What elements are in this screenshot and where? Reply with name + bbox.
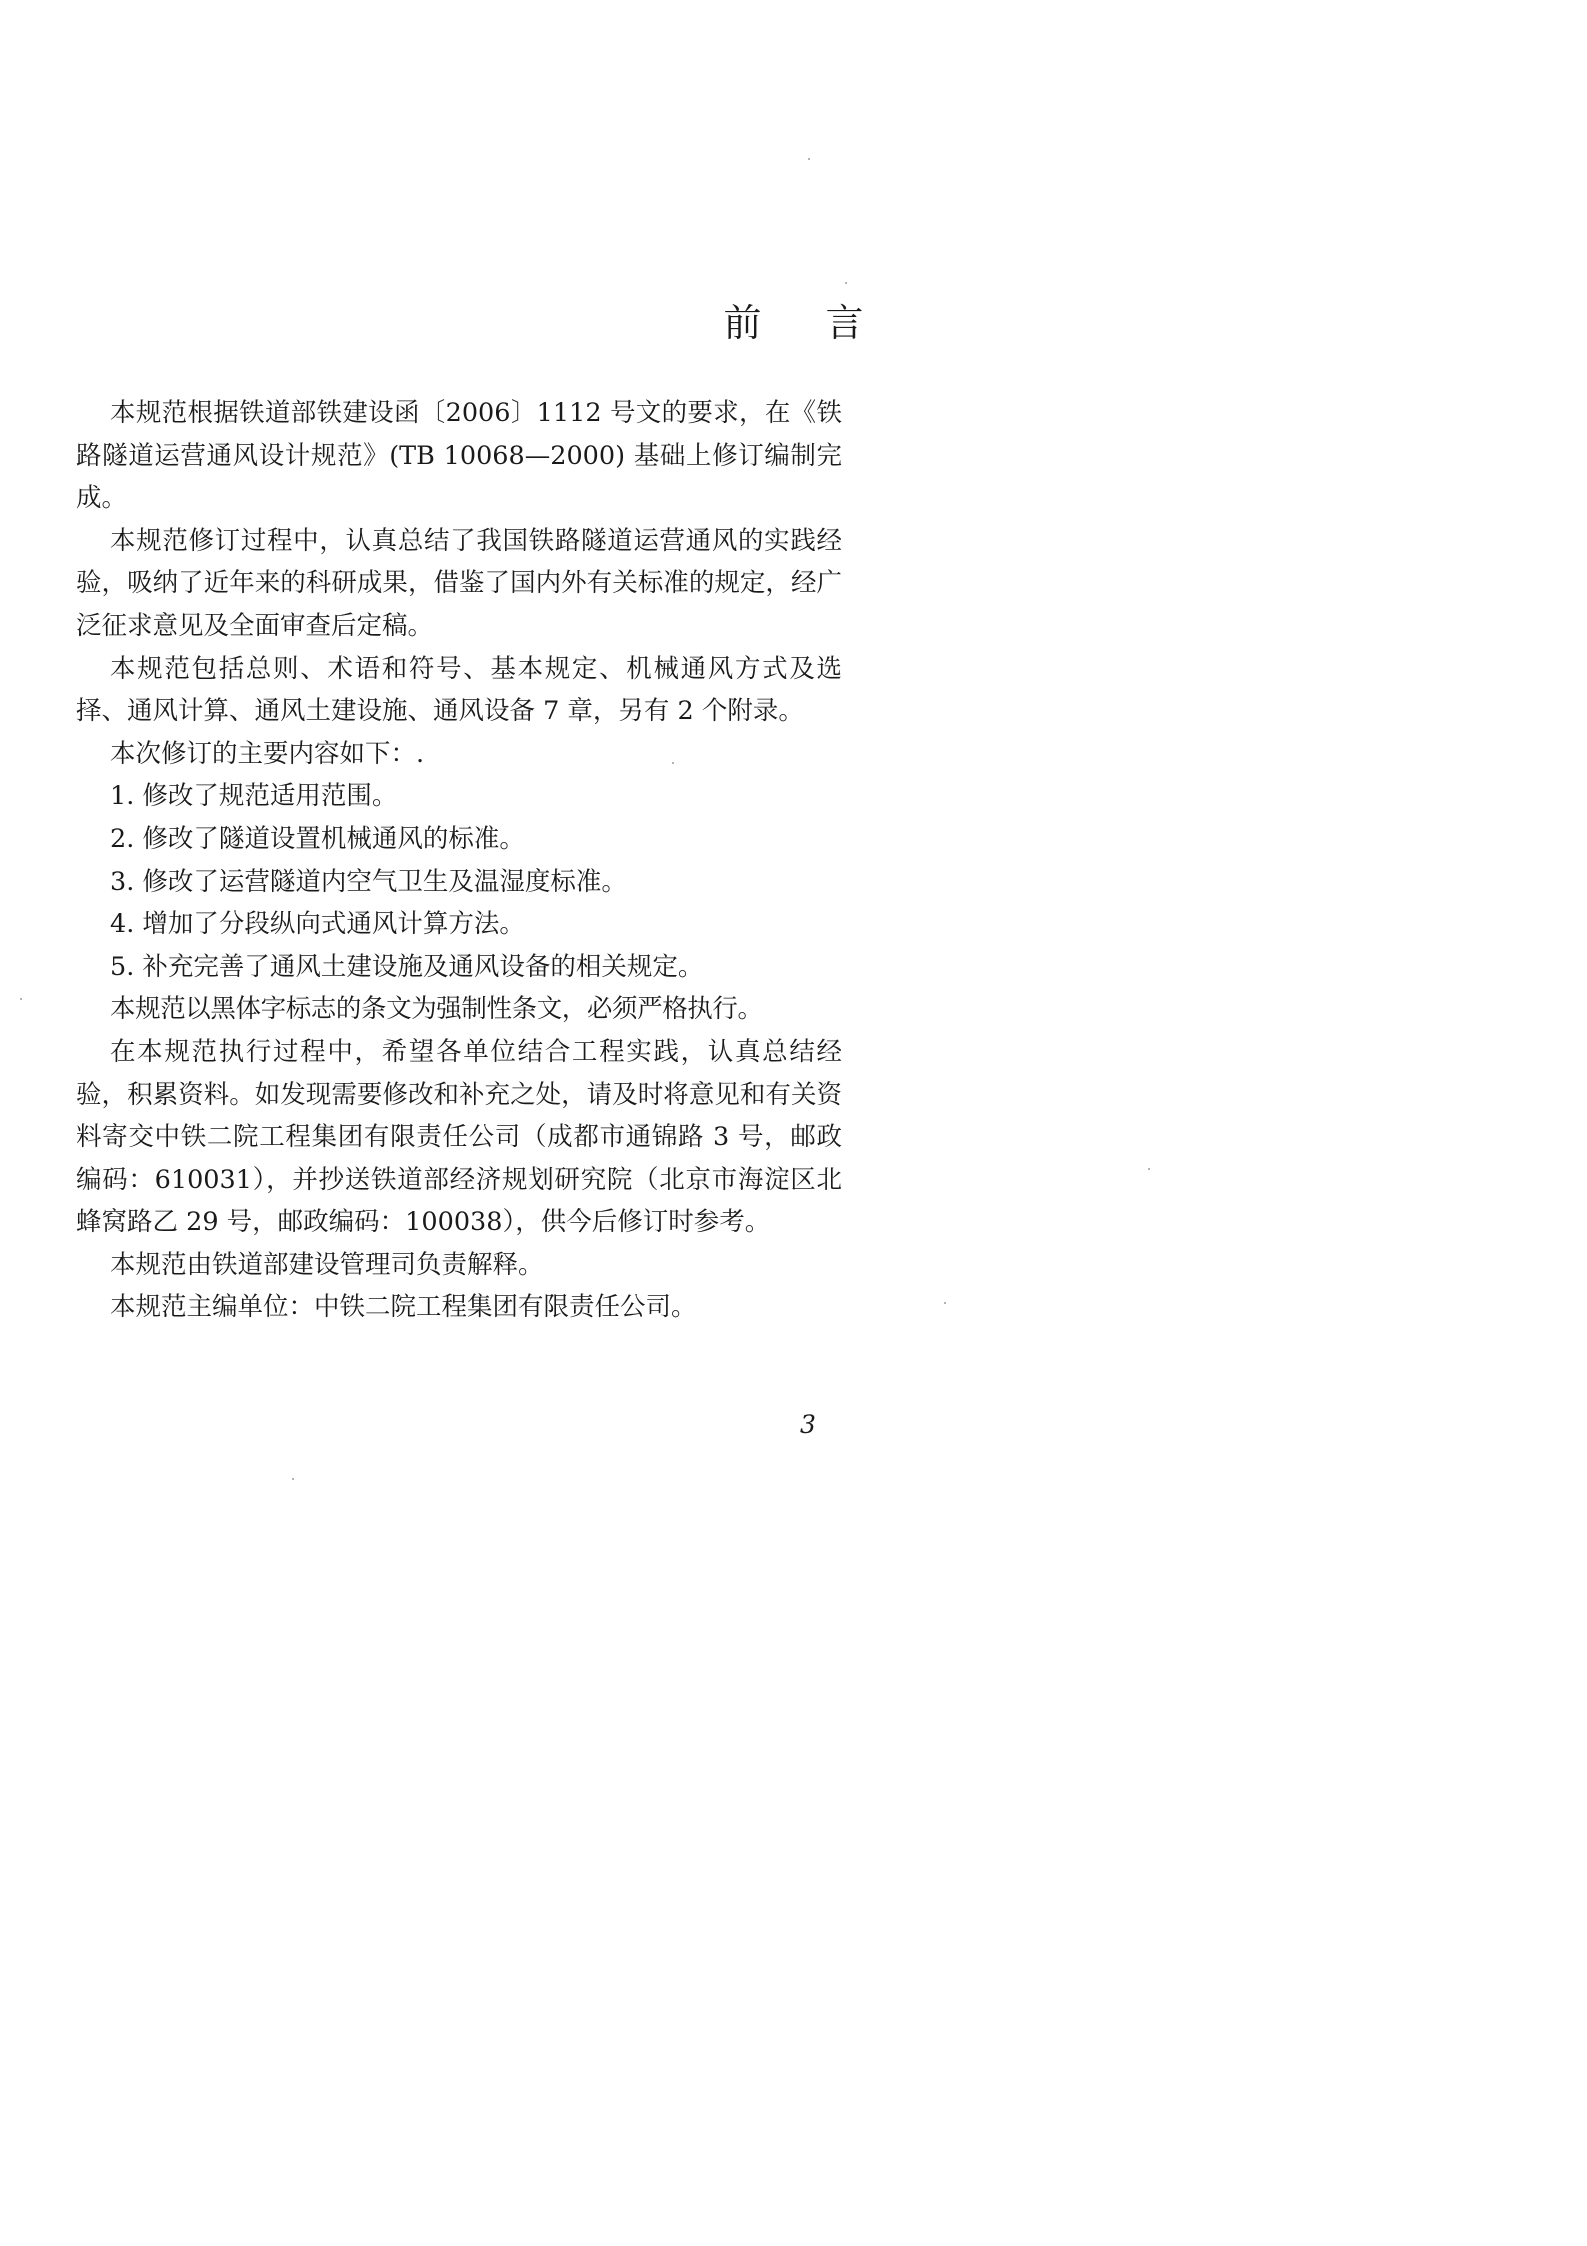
- paragraph-interpretation: 本规范由铁道部建设管理司负责解释。: [110, 1249, 544, 1280]
- paragraph-process: 本规范修订过程中，认真总结了我国铁路隧道运营通风的实践经验，吸纳了近年来的科研成果，借鉴了国内外有关标准的规定，经广泛征求意见及全面审查后定稿。: [76, 525, 842, 641]
- scan-speck: [672, 762, 674, 764]
- page-number: 3: [800, 1410, 816, 1439]
- revision-item: 3. 修改了运营隧道内空气卫生及温湿度标准。: [110, 866, 627, 897]
- scan-speck: [944, 1302, 946, 1304]
- title-char-2: 言: [825, 301, 864, 345]
- scan-speck: [20, 998, 22, 1000]
- scan-speck: [808, 158, 810, 160]
- scan-speck: [1148, 1168, 1150, 1170]
- revision-item: 1. 修改了规范适用范围。: [110, 781, 398, 812]
- title-char-1: 前: [723, 301, 762, 345]
- scan-speck: [292, 1478, 294, 1480]
- scan-speck: [845, 282, 847, 284]
- paragraph-scope: 本规范包括总则、术语和符号、基本规定、机械通风方式及选择、通风计算、通风土建设施、通风设备 7 章，另有 2 个附录。: [76, 653, 842, 727]
- preface-body: [76, 392, 842, 1329]
- paragraph-editor: 本规范主编单位：中铁二院工程集团有限责任公司。: [110, 1292, 697, 1323]
- paragraph-mandatory: 本规范以黑体字标志的条文为强制性条文，必须严格执行。: [110, 994, 763, 1025]
- paragraph-basis: 本规范根据铁道部铁建设函〔2006〕1112 号文的要求，在《铁路隧道运营通风设计规范》(TB 10068—2000) 基础上修订编制完成。: [76, 398, 842, 514]
- revision-item: 4. 增加了分段纵向式通风计算方法。: [110, 909, 525, 940]
- paragraph-revision-intro: 本次修订的主要内容如下：.: [110, 738, 425, 769]
- revision-item: 5. 补充完善了通风土建设施及通风设备的相关规定。: [110, 951, 704, 982]
- revision-item: 2. 修改了隧道设置机械通风的标准。: [110, 823, 525, 854]
- paragraph-feedback: 在本规范执行过程中，希望各单位结合工程实践，认真总结经验，积累资料。如发现需要修改和补充之处，请及时将意见和有关资料寄交中铁二院工程集团有限责任公司（成都市通锦路 3 号，邮政编码：610031），并抄送铁道部经济规划研究院（北京市海淀区北蜂窝路乙 29 号，邮政编码：100038），供今后修订时参考。: [76, 1036, 842, 1238]
- page-title: [0, 298, 1587, 348]
